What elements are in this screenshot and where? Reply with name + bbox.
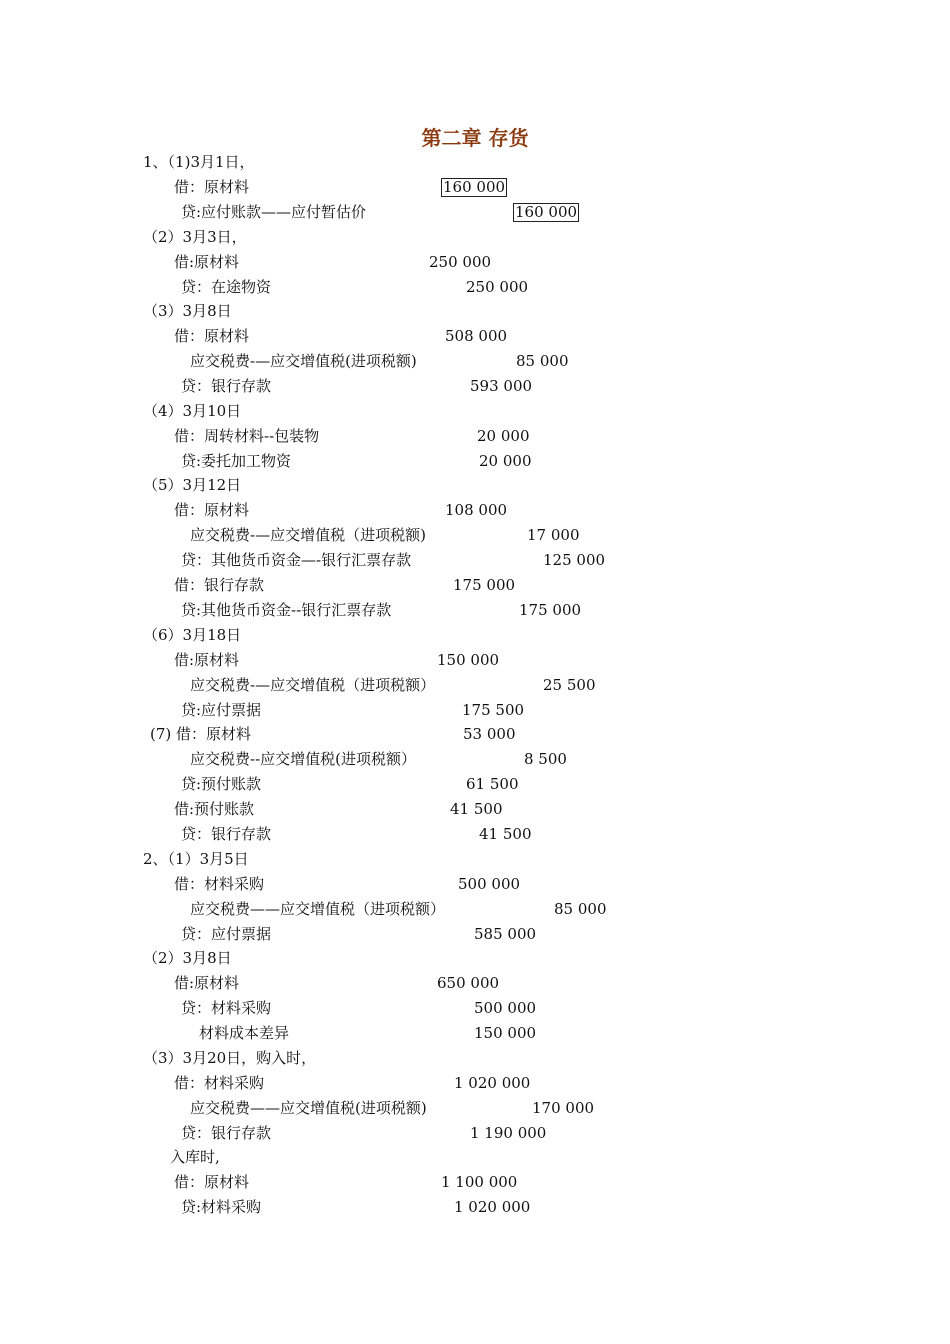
entry-text: 贷:其他货币资金--银行汇票存款 — [181, 601, 392, 619]
entry-line — [0, 849, 950, 873]
entry-text: 贷:应付账款——应付暂估价 — [181, 203, 367, 221]
entry-text: 借：原材料 — [174, 1173, 250, 1191]
entry-amount: 20 000 — [477, 427, 530, 445]
entry-line — [0, 899, 950, 923]
entry-text: 应交税费-—应交增值税（进项税额） — [190, 676, 436, 694]
entry-line — [0, 749, 950, 773]
entry-line — [0, 973, 950, 997]
entry-text: （3）3月20日，购入时， — [143, 1049, 317, 1067]
entry-line — [0, 451, 950, 475]
entry-text: 贷:委托加工物资 — [181, 452, 292, 470]
entry-text: 应交税费-—应交增值税(进项税额) — [190, 352, 417, 370]
entry-line — [0, 625, 950, 649]
entry-line — [0, 326, 950, 350]
entry-line — [0, 500, 950, 524]
entry-text: 借:原材料 — [174, 651, 240, 669]
entry-amount: 250 000 — [429, 253, 492, 271]
entry-line — [0, 724, 950, 748]
entry-line — [0, 550, 950, 574]
entry-amount: 175 000 — [453, 576, 516, 594]
entry-line — [0, 177, 950, 201]
entry-amount: 85 000 — [516, 352, 569, 370]
entry-amount: 500 000 — [458, 875, 521, 893]
entry-text: 贷:应付票据 — [181, 701, 262, 719]
entry-text: 贷：在途物资 — [181, 278, 272, 296]
entry-text: 贷:预付账款 — [181, 775, 262, 793]
entry-text: （6）3月18日 — [143, 626, 242, 644]
entry-text: 借:预付账款 — [174, 800, 255, 818]
entry-line — [0, 948, 950, 972]
entry-text: （3）3月8日 — [143, 302, 232, 320]
entry-line — [0, 475, 950, 499]
entry-amount: 593 000 — [470, 377, 533, 395]
entry-line — [0, 650, 950, 674]
entry-line — [0, 600, 950, 624]
entry-text: 应交税费-—应交增值税（进项税额) — [190, 526, 426, 544]
entry-text: 应交税费——应交增值税（进项税额） — [190, 900, 446, 918]
entry-text: 借：银行存款 — [174, 576, 265, 594]
entry-amount: 1 100 000 — [441, 1173, 518, 1191]
entry-text: 1、（1)3月1日， — [143, 153, 255, 171]
entry-text: （2）3月8日 — [143, 949, 232, 967]
entry-text: 借:原材料 — [174, 253, 240, 271]
entry-amount: 1 190 000 — [470, 1124, 547, 1142]
entry-text: 贷：应付票据 — [181, 925, 272, 943]
entry-amount: 108 000 — [445, 501, 508, 519]
entry-line — [0, 874, 950, 898]
entry-amount: 500 000 — [474, 999, 537, 1017]
entry-text: (7) 借：原材料 — [150, 725, 252, 743]
entry-amount: 150 000 — [437, 651, 500, 669]
entry-amount: 650 000 — [437, 974, 500, 992]
entry-amount: 8 500 — [524, 750, 567, 768]
entry-line — [0, 401, 950, 425]
entry-text: 借：材料采购 — [174, 875, 265, 893]
entry-line — [0, 1123, 950, 1147]
entry-line — [0, 202, 950, 226]
entry-amount: 250 000 — [466, 278, 529, 296]
entry-line — [0, 277, 950, 301]
entry-line — [0, 351, 950, 375]
entry-text: 材料成本差异 — [199, 1024, 290, 1042]
entry-amount: 150 000 — [474, 1024, 537, 1042]
entry-amount: 175 500 — [462, 701, 525, 719]
entry-amount: 17 000 — [527, 526, 580, 544]
entry-text: （5）3月12日 — [143, 476, 242, 494]
entry-text: 贷:材料采购 — [181, 1198, 262, 1216]
entry-line — [0, 824, 950, 848]
entry-line — [0, 998, 950, 1022]
entry-line — [0, 1073, 950, 1097]
entry-line — [0, 675, 950, 699]
entry-amount: 85 000 — [554, 900, 607, 918]
entry-line — [0, 227, 950, 251]
entry-line — [0, 924, 950, 948]
entry-line — [0, 1023, 950, 1047]
entry-text: 借:原材料 — [174, 974, 240, 992]
entry-line — [0, 700, 950, 724]
entry-text: 借：材料采购 — [174, 1074, 265, 1092]
entry-amount: 1 020 000 — [454, 1198, 531, 1216]
entry-text: 入库时, — [170, 1148, 220, 1166]
entry-line — [0, 426, 950, 450]
entry-line — [0, 152, 950, 176]
entry-text: 贷：银行存款 — [181, 825, 272, 843]
entry-text: 借：原材料 — [174, 327, 250, 345]
entry-amount: 175 000 — [519, 601, 582, 619]
entry-text: 2、（1）3月5日 — [143, 850, 249, 868]
entry-line — [0, 376, 950, 400]
entry-line — [0, 1172, 950, 1196]
entry-line — [0, 799, 950, 823]
entry-amount: 61 500 — [466, 775, 519, 793]
entry-amount: 41 500 — [450, 800, 503, 818]
entry-line — [0, 301, 950, 325]
entry-line — [0, 1147, 950, 1171]
entry-amount: 160 000 — [443, 178, 506, 196]
entry-amount: 1 020 000 — [454, 1074, 531, 1092]
entry-amount: 41 500 — [479, 825, 532, 843]
entry-text: 应交税费——应交增值税(进项税额) — [190, 1099, 427, 1117]
entry-line — [0, 1098, 950, 1122]
entry-text: 贷：其他货币资金—-银行汇票存款 — [181, 551, 412, 569]
chapter-title: 第二章 存货 — [421, 126, 529, 150]
entry-line — [0, 1197, 950, 1221]
entry-text: （4）3月10日 — [143, 402, 242, 420]
entry-amount: 25 500 — [543, 676, 596, 694]
entry-line — [0, 525, 950, 549]
entry-text: 应交税费--应交增值税(进项税额） — [190, 750, 416, 768]
entry-text: 借：原材料 — [174, 178, 250, 196]
entry-text: （2）3月3日， — [143, 228, 247, 246]
entry-amount: 508 000 — [445, 327, 508, 345]
entry-text: 借：原材料 — [174, 501, 250, 519]
entry-amount: 160 000 — [515, 203, 578, 221]
entry-text: 贷：银行存款 — [181, 377, 272, 395]
entry-text: 贷：材料采购 — [181, 999, 272, 1017]
entry-amount: 585 000 — [474, 925, 537, 943]
entry-line — [0, 252, 950, 276]
entry-text: 贷：银行存款 — [181, 1124, 272, 1142]
entry-amount: 125 000 — [543, 551, 606, 569]
entry-text: 借：周转材料--包装物 — [174, 427, 320, 445]
entry-amount: 20 000 — [479, 452, 532, 470]
entry-line — [0, 575, 950, 599]
entry-line — [0, 1048, 950, 1072]
entry-line — [0, 774, 950, 798]
entry-amount: 170 000 — [532, 1099, 595, 1117]
entry-amount: 53 000 — [463, 725, 516, 743]
